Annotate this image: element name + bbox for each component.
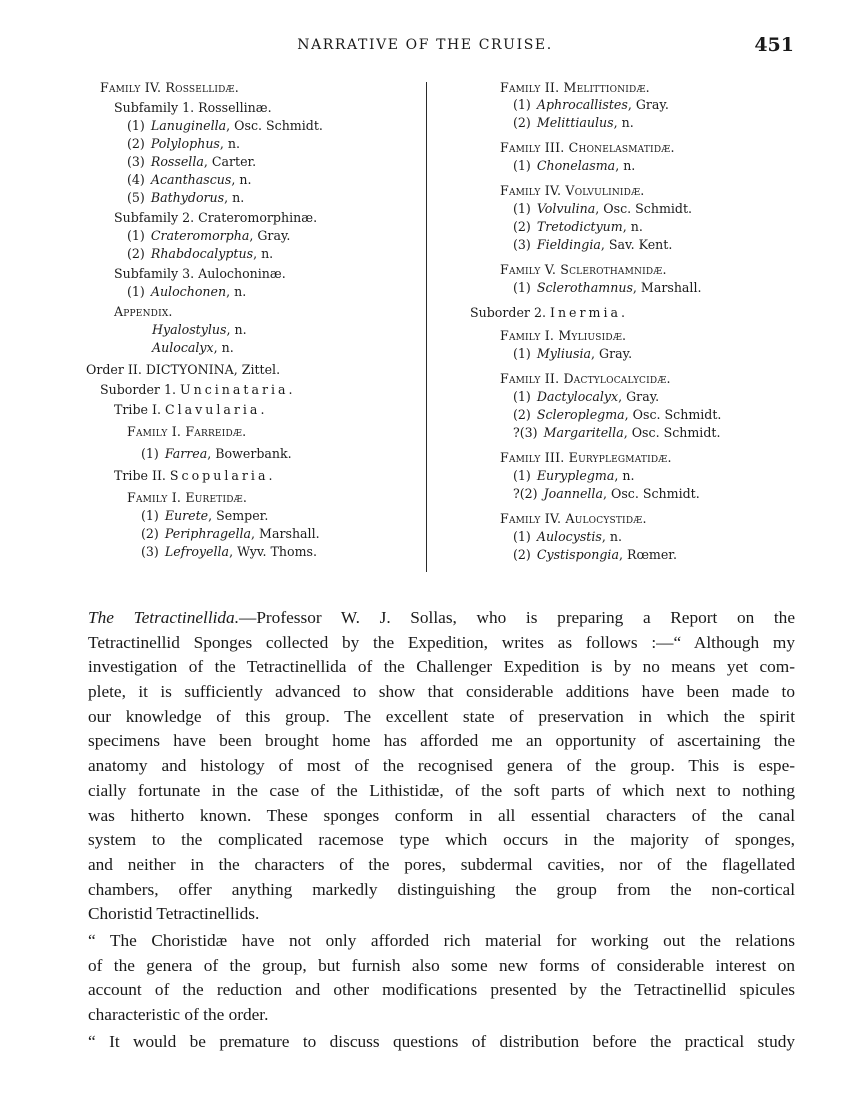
genus-authority: , n.: [224, 190, 245, 205]
genus-authority: , Semper.: [208, 508, 269, 523]
genus-authority: , n.: [601, 529, 622, 544]
genus-number: (3): [513, 237, 531, 252]
tribe-prefix: Tribe II.: [114, 468, 170, 483]
genus-authority: , Gray.: [627, 97, 669, 112]
family-heading: Family IV. Aulocystidæ.: [500, 511, 647, 526]
genus-number: (1): [513, 201, 531, 216]
genus-authority: , n.: [613, 115, 634, 130]
genus-entry: [513, 346, 632, 362]
genus-number: (2): [127, 136, 145, 151]
genus-authority: , Osc. Schmidt.: [602, 486, 700, 501]
family-heading: Family I. Myliusidæ.: [500, 328, 627, 343]
prose-line: Tetractinellid Sponges collected by the Expedition, writes as follows :—“ Although my: [88, 632, 795, 652]
suborder-name-spaced: Uncinataria.: [179, 382, 296, 397]
genus-entry: [141, 508, 268, 524]
family-heading: Family I. Farreidæ.: [127, 424, 247, 439]
genus-number: (1): [513, 280, 531, 295]
genus-number: (2): [127, 246, 145, 261]
page-number: 451: [754, 34, 794, 56]
genus-number: (1): [513, 389, 531, 404]
prose-line: investigation of the Tetractinellida of the Challenger Expedition is by no means yet com-: [88, 657, 795, 677]
genus-name: Margaritella: [543, 425, 624, 440]
prose-line: was hitherto known. These sponges conform in all essential characters of the canal: [88, 805, 795, 825]
genus-number: (1): [141, 508, 159, 523]
genus-entry: [513, 407, 721, 423]
running-title: NARRATIVE OF THE CRUISE.: [297, 37, 553, 53]
genus-name: Scleroplegma: [536, 407, 625, 422]
genus-number: (4): [127, 172, 145, 187]
genus-number: (1): [127, 284, 145, 299]
prose-line: [88, 606, 795, 631]
genus-authority: , Osc. Schmidt.: [595, 201, 693, 216]
genus-number: (1): [127, 118, 145, 133]
family-heading: Family III. Euryplegmatidæ.: [500, 450, 672, 465]
genus-name: Crateromorpha: [150, 228, 250, 243]
genus-entry: [513, 280, 702, 296]
genus-entry: [141, 544, 317, 560]
genus-number: (2): [513, 115, 531, 130]
subfamily-heading: Subfamily 1. Rossellinæ.: [114, 100, 272, 115]
genus-entry: [141, 526, 320, 542]
genus-number: (3): [141, 544, 159, 559]
genus-entry: [127, 284, 246, 300]
genus-entry: [513, 547, 677, 563]
section-heading-italic: The Tetractinellida.: [88, 608, 240, 627]
genus-entry: [127, 118, 323, 134]
genus-name: Aphrocallistes: [536, 97, 628, 112]
genus-name: Cystispongia: [536, 547, 619, 562]
suborder-heading: [100, 382, 296, 398]
family-heading: Family V. Sclerothamnidæ.: [500, 262, 667, 277]
genus-authority: , Gray.: [618, 389, 660, 404]
genus-name: Rhabdocalyptus: [150, 246, 254, 261]
genus-entry: [513, 97, 669, 113]
genus-number: (1): [513, 97, 531, 112]
genus-name: Aulocalyx: [152, 340, 214, 355]
genus-entry: [513, 389, 659, 405]
prose-line: plete, it is sufficiently advanced to show that considerable additions have been made to: [88, 682, 795, 702]
order-heading: Order II. DICTYONINA, Zittel.: [86, 362, 281, 377]
genus-authority: , n.: [615, 158, 636, 173]
genus-entry: [513, 237, 672, 253]
subfamily-heading: Subfamily 3. Aulochoninæ.: [114, 266, 286, 281]
genus-entry: [127, 136, 240, 152]
genus-name: Bathydorus: [150, 190, 225, 205]
prose-body: [88, 606, 795, 1054]
prose-line: of the genera of the group, but furnish also some new forms of considerable interest on: [88, 955, 795, 975]
tribe-heading: [114, 468, 275, 484]
genus-authority: , n.: [253, 246, 274, 261]
genus-name: Dactylocalyx: [536, 389, 619, 404]
genus-entry: [127, 154, 256, 170]
prose-line: anatomy and histology of most of the recognised genera of the group. This is espe-: [88, 756, 795, 776]
prose-line: our knowledge of this group. The excellent state of preservation in which the spirit: [88, 706, 795, 726]
genus-entry: [127, 172, 252, 188]
genus-authority: , Gray.: [249, 228, 291, 243]
tribe-name-spaced: Clavularia.: [164, 402, 268, 417]
genus-name: Joannella: [543, 486, 603, 501]
genus-name: Volvulina: [536, 201, 596, 216]
appendix-heading: Appendix.: [114, 304, 173, 319]
genus-authority: , Marshall.: [632, 280, 702, 295]
prose-line: system to the complicated racemose type which occurs in the majority of sponges,: [88, 830, 795, 850]
genus-name: Fieldingia: [536, 237, 601, 252]
prose-line: account of the reduction and other modifications presented by the Tetractinellid spicules: [88, 980, 795, 1000]
genus-number: ?(3): [513, 425, 538, 440]
appendix-genus-entry: [152, 340, 234, 356]
genus-number: (5): [127, 190, 145, 205]
genus-name: Eurete: [164, 508, 209, 523]
genus-entry: [513, 425, 720, 441]
genus-number: ?(2): [513, 486, 538, 501]
genus-authority: , Marshall.: [251, 526, 320, 541]
prose-line: and neither in the characters of the pores, subdermal cavities, nor of the flagellated: [88, 854, 795, 874]
genus-number: (2): [141, 526, 159, 541]
genus-number: (1): [513, 158, 531, 173]
genus-number: (1): [127, 228, 145, 243]
genus-authority: , Wyv. Thoms.: [229, 544, 317, 559]
genus-entry: [513, 468, 634, 484]
genus-authority: , Osc. Schmidt.: [226, 118, 323, 133]
genus-authority: , n.: [231, 172, 252, 187]
family-heading: Family IV. Rossellidæ.: [100, 80, 239, 95]
genus-number: (1): [141, 446, 159, 461]
genus-authority: , n.: [226, 322, 247, 337]
genus-name: Acanthascus: [150, 172, 232, 187]
genus-entry: [513, 219, 643, 235]
genus-name: Lanuginella: [150, 118, 227, 133]
genus-authority: , Osc. Schmidt.: [623, 425, 721, 440]
genus-authority: , n.: [614, 468, 635, 483]
suborder-heading: [470, 305, 628, 321]
suborder-prefix: Suborder 1.: [100, 382, 180, 397]
genus-name: Polylophus: [150, 136, 220, 151]
suborder-prefix: Suborder 2.: [470, 305, 550, 320]
genus-number: (1): [513, 529, 531, 544]
family-heading: Family II. Dactylocalycidæ.: [500, 371, 671, 386]
genus-entry: [513, 486, 700, 502]
subfamily-heading: Subfamily 2. Crateromorphinæ.: [114, 210, 318, 225]
prose-line: cially fortunate in the case of the Lithistidæ, of the soft parts of which next to nothing: [88, 780, 795, 800]
prose-line: “ The Choristidæ have not only afforded rich material for working out the relations: [88, 930, 795, 950]
family-heading: Family II. Melittionidæ.: [500, 80, 650, 95]
genus-name: Tretodictyum: [536, 219, 623, 234]
genus-name: Myliusia: [536, 346, 592, 361]
genus-number: (1): [513, 346, 531, 361]
genus-number: (3): [127, 154, 145, 169]
tribe-prefix: Tribe I.: [114, 402, 165, 417]
genus-authority: , n.: [219, 136, 241, 151]
genus-entry: [141, 446, 292, 462]
tribe-name-spaced: Scopularia.: [169, 468, 276, 483]
genus-name: Hyalostylus: [152, 322, 227, 337]
genus-name: Periphragella: [164, 526, 252, 541]
genus-authority: , Rœmer.: [618, 547, 677, 562]
genus-authority: , Gray.: [591, 346, 633, 361]
genus-name: Aulocystis: [536, 529, 602, 544]
genus-entry: [513, 115, 634, 131]
prose-line: characteristic of the order.: [88, 1005, 269, 1024]
genus-name: Melittiaulus: [536, 115, 614, 130]
suborder-name-spaced: Inermia.: [549, 305, 629, 320]
genus-name: Sclerothamnus: [536, 280, 633, 295]
genus-entry: [513, 529, 622, 545]
family-heading: Family I. Euretidæ.: [127, 490, 248, 505]
genus-authority: , Carter.: [203, 154, 257, 169]
genus-name: Chonelasma: [536, 158, 616, 173]
genus-authority: , Bowerbank.: [207, 446, 292, 461]
prose-line: Choristid Tetractinellids.: [88, 904, 260, 924]
genus-entry: [513, 201, 692, 217]
genus-entry: [513, 158, 635, 174]
genus-number: (2): [513, 219, 531, 234]
genus-entry: [127, 190, 244, 206]
genus-authority: , n.: [226, 284, 247, 299]
genus-entry: [127, 228, 290, 244]
column-divider: [426, 82, 427, 572]
genus-authority: , n.: [622, 219, 643, 234]
genus-number: (1): [513, 468, 531, 483]
running-header: [0, 34, 850, 58]
genus-entry: [127, 246, 273, 262]
genus-authority: , Osc. Schmidt.: [624, 407, 722, 422]
genus-number: (2): [513, 407, 531, 422]
genus-name: Aulochonen: [150, 284, 227, 299]
appendix-genus-entry: [152, 322, 247, 338]
genus-name: Lefroyella: [164, 544, 230, 559]
prose-line: specimens have been brought home has afforded me an opportunity of ascertaining the: [88, 731, 795, 751]
genus-name: Farrea: [164, 446, 208, 461]
prose-line-text: —Professor W. J. Sollas, who is preparing a Report on the: [239, 608, 795, 627]
genus-number: (2): [513, 547, 531, 562]
genus-name: Rossella: [150, 154, 204, 169]
family-heading: Family III. Chonelasmatidæ.: [500, 140, 675, 155]
genus-authority: , Sav. Kent.: [600, 237, 673, 252]
family-heading: Family IV. Volvulinidæ.: [500, 183, 645, 198]
genus-name: Euryplegma: [536, 468, 615, 483]
tribe-heading: [114, 402, 267, 418]
prose-line: “ It would be premature to discuss questions of distribution before the practical study: [88, 1031, 795, 1051]
genus-authority: , n.: [213, 340, 234, 355]
prose-line: chambers, offer anything markedly distinguishing the group from the non-cortical: [88, 879, 795, 899]
